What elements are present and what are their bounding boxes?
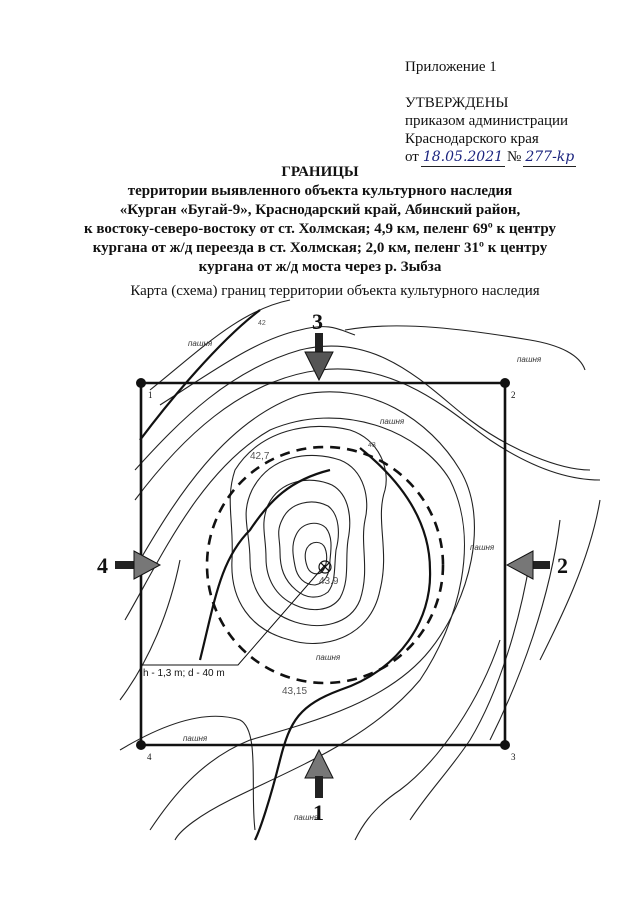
contour-line	[246, 455, 367, 625]
contour-line	[125, 418, 464, 840]
arrow-north-icon	[305, 333, 333, 380]
from-prefix: от	[405, 149, 419, 165]
title-line-1: территории выявленного объекта культурного наследия	[127, 183, 513, 199]
title-line-5: кургана от ж/д моста через р. Зыбза	[198, 259, 442, 275]
view-label-west: 4	[97, 553, 108, 578]
view-label-south: 1	[313, 800, 324, 825]
land-label: пашня	[470, 543, 495, 552]
land-label: пашня	[188, 339, 213, 348]
view-label-north: 3	[312, 309, 323, 334]
mound-dimensions: h - 1,3 m; d - 40 m	[143, 668, 225, 679]
corner-label-3: 3	[511, 752, 516, 762]
title-heading: ГРАНИЦЫ	[281, 164, 359, 180]
land-label: пашня	[517, 355, 542, 364]
elevation-label-south: 43,15	[282, 686, 308, 697]
arrow-west-icon	[115, 551, 160, 579]
corner-point-4	[136, 740, 146, 750]
corner-point-3	[500, 740, 510, 750]
map-caption: Карта (схема) границ территории объекта культурного наследия	[130, 283, 540, 299]
corner-label-4: 4	[147, 752, 152, 762]
number-prefix: №	[507, 149, 522, 165]
land-label: пашня	[316, 653, 341, 662]
contour-line	[135, 369, 600, 500]
appendix-label: Приложение 1	[405, 59, 497, 75]
contour-line	[355, 640, 500, 840]
contour-line	[255, 448, 430, 840]
elevation-label-top: 42	[258, 320, 266, 327]
elevation-label-center: 43,9	[319, 576, 339, 587]
contour-line	[345, 326, 585, 370]
title-line-3: к востоку-северо-востоку от ст. Холмская; 4,9 км, пеленг 69º к центру	[84, 221, 556, 237]
arrow-east-icon	[507, 551, 550, 579]
land-label: пашня	[380, 417, 405, 426]
approved-label: УТВЕРЖДЕНЫ	[405, 95, 509, 111]
arrow-south-icon	[305, 750, 333, 798]
elevation-label-west: 42,7	[250, 451, 270, 462]
land-label: пашня	[183, 734, 208, 743]
title-line-4: кургана от ж/д переезда в ст. Холмская; 2,0 км, пеленг 31º к центру	[92, 240, 548, 256]
corner-label-2: 2	[511, 390, 516, 400]
handwritten-date: 18.05.2021	[422, 149, 504, 165]
corner-point-2	[500, 378, 510, 388]
title-line-2: «Курган «Бугай-9», Краснодарский край, Абинский район,	[119, 202, 521, 218]
contour-line	[200, 470, 330, 660]
corner-label-1: 1	[148, 390, 153, 400]
region-label: Краснодарского края	[405, 131, 539, 147]
corner-point-1	[136, 378, 146, 388]
contour-line	[120, 560, 180, 700]
land-label: пашня	[294, 813, 319, 822]
contour-line	[490, 520, 560, 740]
territory-border	[141, 383, 505, 745]
view-label-east: 2	[557, 553, 568, 578]
handwritten-number: 277-kp	[525, 149, 575, 165]
elevation-label-43: 43	[368, 442, 376, 449]
order-label: приказом администрации	[405, 113, 569, 129]
